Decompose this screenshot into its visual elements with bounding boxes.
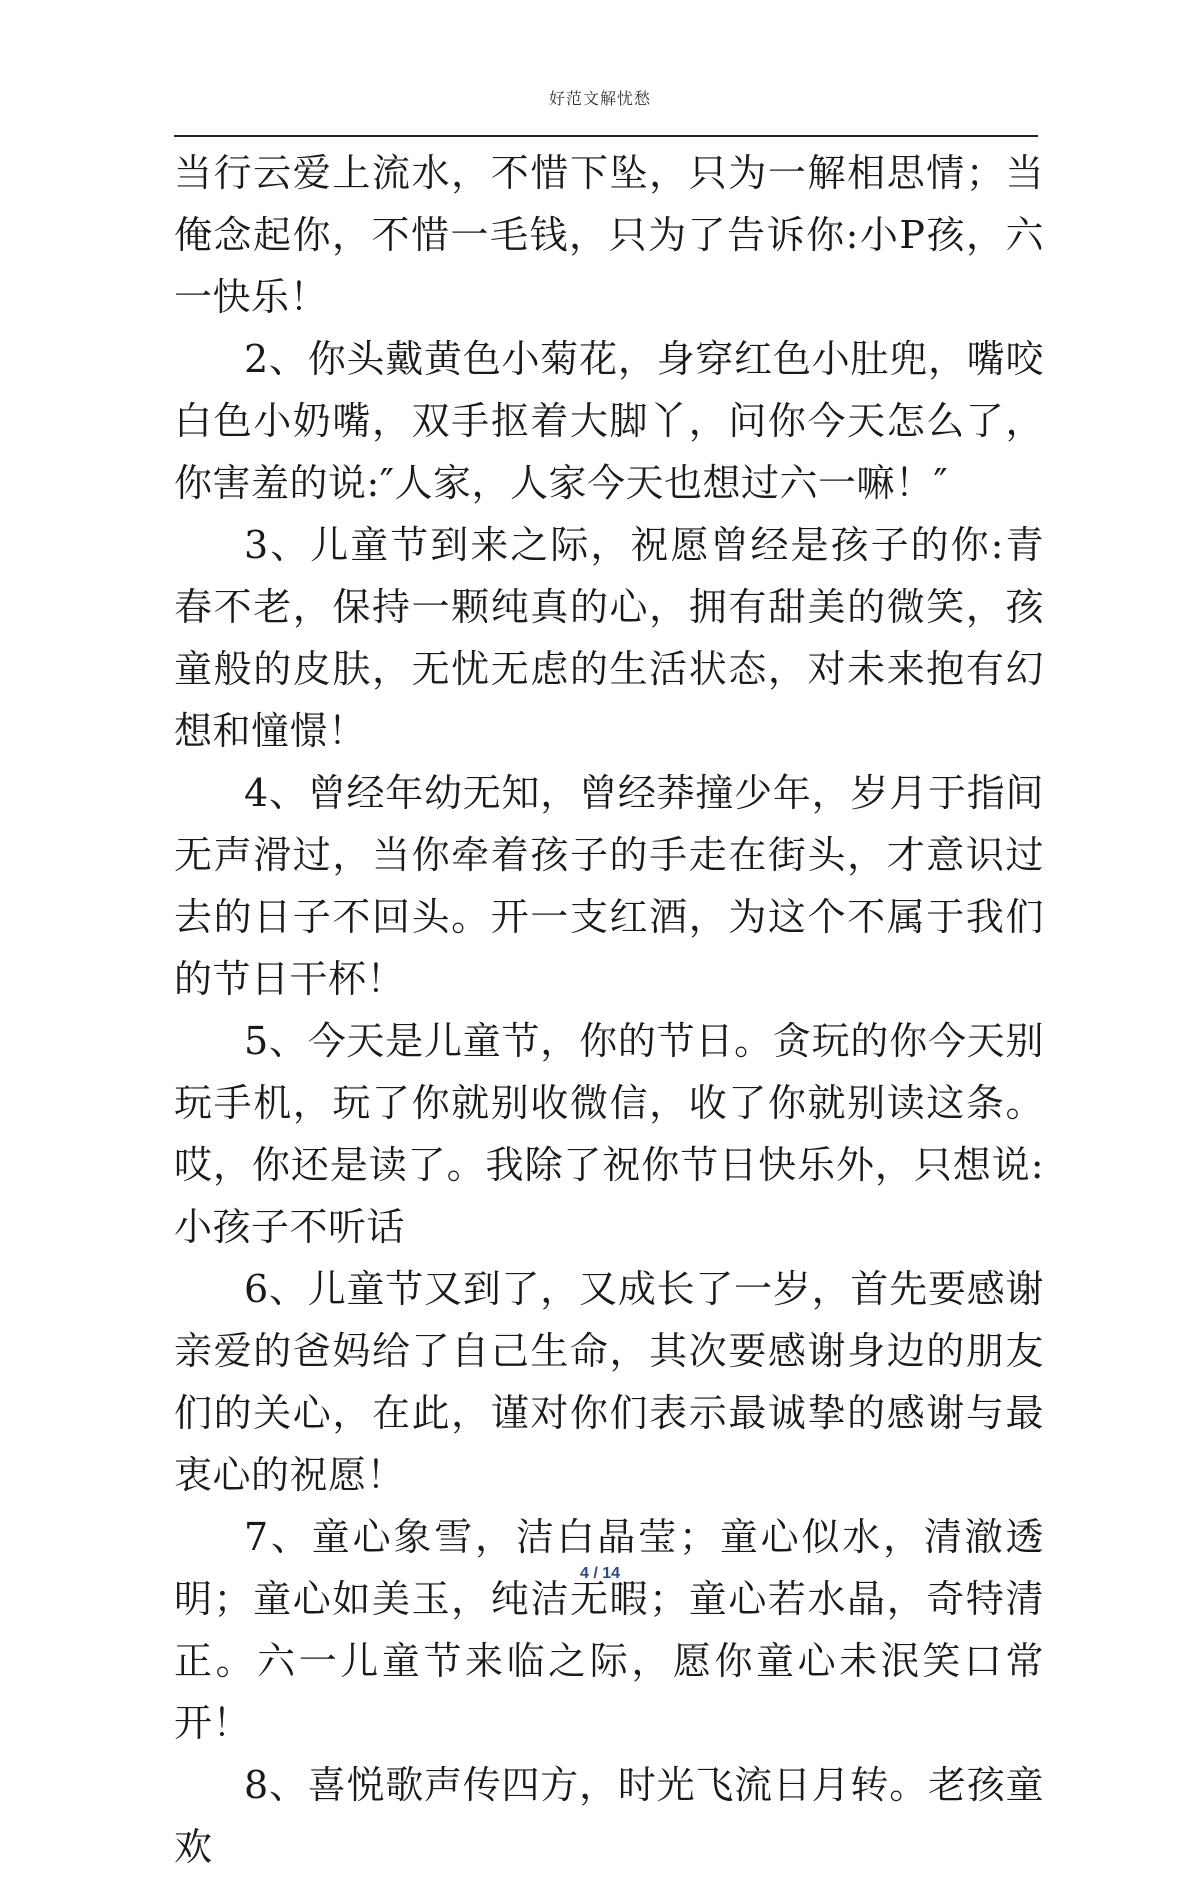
- paragraph: 当行云爱上流水，不惜下坠，只为一解相思情；当俺念起你，不惜一毛钱，只为了告诉你:小P孩，六一快乐！: [174, 151, 1044, 319]
- paragraph: 8、喜悦歌声传四方，时光飞流日月转。老孩童欢: [174, 1763, 1044, 1869]
- paragraph: 2、你头戴黄色小菊花，身穿红色小肚兜，嘴咬白色小奶嘴，双手抠着大脚丫，问你今天怎么了，你害羞的说:″人家，人家今天也想过六一嘛！″: [174, 337, 1044, 505]
- page-header-title: 好范文解忧愁: [548, 89, 651, 108]
- paragraph: 7、童心象雪，洁白晶莹；童心似水，清澈透明；童心如美玉，纯洁无暇；童心若水晶，奇特清正。六一儿童节来临之际，愿你童心未泯笑口常开！: [174, 1515, 1044, 1745]
- document-body: [174, 142, 1044, 1878]
- page-number: 4 / 14: [579, 1565, 621, 1582]
- paragraph: 5、今天是儿童节，你的节日。贪玩的你今天别玩手机，玩了你就别收微信，收了你就别读这条。哎，你还是读了。我除了祝你节日快乐外，只想说:小孩子不听话: [174, 1019, 1044, 1249]
- paragraph: 4、曾经年幼无知，曾经莽撞少年，岁月于指间无声滑过，当你牵着孩子的手走在街头，才意识过去的日子不回头。开一支红酒，为这个不属于我们的节日干杯！: [174, 771, 1044, 1001]
- paragraph: 3、儿童节到来之际，祝愿曾经是孩子的你:青春不老，保持一颗纯真的心，拥有甜美的微笑，孩童般的皮肤，无忧无虑的生活状态，对未来抱有幻想和憧憬！: [174, 523, 1044, 753]
- header-divider: [174, 135, 1038, 137]
- paragraph: 6、儿童节又到了，又成长了一岁，首先要感谢亲爱的爸妈给了自己生命，其次要感谢身边的朋友们的关心，在此，谨对你们表示最诚挚的感谢与最衷心的祝愿！: [174, 1267, 1044, 1497]
